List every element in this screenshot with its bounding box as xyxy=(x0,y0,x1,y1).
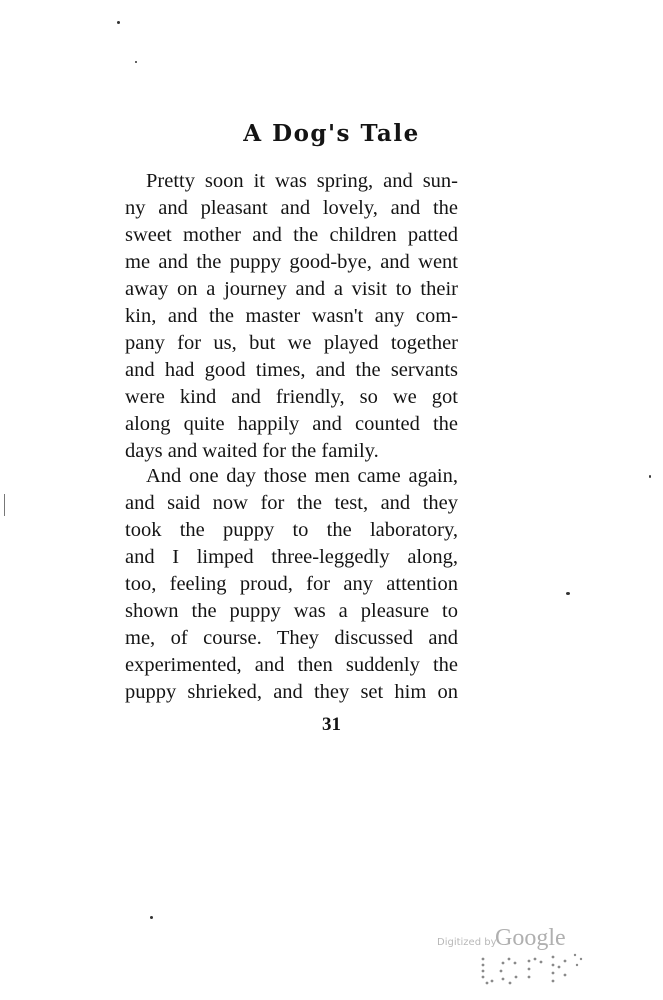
margin-mark xyxy=(4,494,5,516)
watermark-prefix: Digitized by xyxy=(437,937,497,948)
scan-speck xyxy=(649,475,651,478)
text-line: me and the puppy good-bye, and went xyxy=(125,251,458,273)
text-line: shown the puppy was a pleasure to xyxy=(125,600,458,622)
text-line: me, of course. They discussed and xyxy=(125,627,458,649)
text-line: pany for us, but we played together xyxy=(125,332,458,354)
text-line: and I limped three-leggedly along, xyxy=(125,546,458,568)
running-head: A Dog's Tale xyxy=(243,120,420,147)
scan-speck xyxy=(135,61,137,63)
text-line: sweet mother and the children patted xyxy=(125,224,458,246)
text-line: and said now for the test, and they xyxy=(125,492,458,514)
text-line: puppy shrieked, and they set him on xyxy=(125,681,458,703)
scan-speck xyxy=(117,21,120,24)
text-line: days and waited for the family. xyxy=(125,440,379,462)
scan-speck xyxy=(150,916,153,919)
google-logo: Google xyxy=(495,925,566,951)
text-line: experimented, and then suddenly the xyxy=(125,654,458,676)
scan-speck xyxy=(566,592,570,595)
text-line: And one day those men came again, xyxy=(146,465,458,487)
text-line: along quite happily and counted the xyxy=(125,413,458,435)
text-line: kin, and the master wasn't any com- xyxy=(125,305,458,327)
text-line: Pretty soon it was spring, and sun- xyxy=(146,170,458,192)
text-line: were kind and friendly, so we got xyxy=(125,386,458,408)
text-line: away on a journey and a visit to their xyxy=(125,278,458,300)
page-number: 31 xyxy=(322,714,341,735)
digitized-by-google-watermark xyxy=(437,925,597,995)
text-line: and had good times, and the servants xyxy=(125,359,458,381)
watermark-dot-pattern-icon xyxy=(477,951,587,995)
text-line: took the puppy to the laboratory, xyxy=(125,519,458,541)
text-line: too, feeling proud, for any attention xyxy=(125,573,458,595)
text-line: ny and pleasant and lovely, and the xyxy=(125,197,458,219)
